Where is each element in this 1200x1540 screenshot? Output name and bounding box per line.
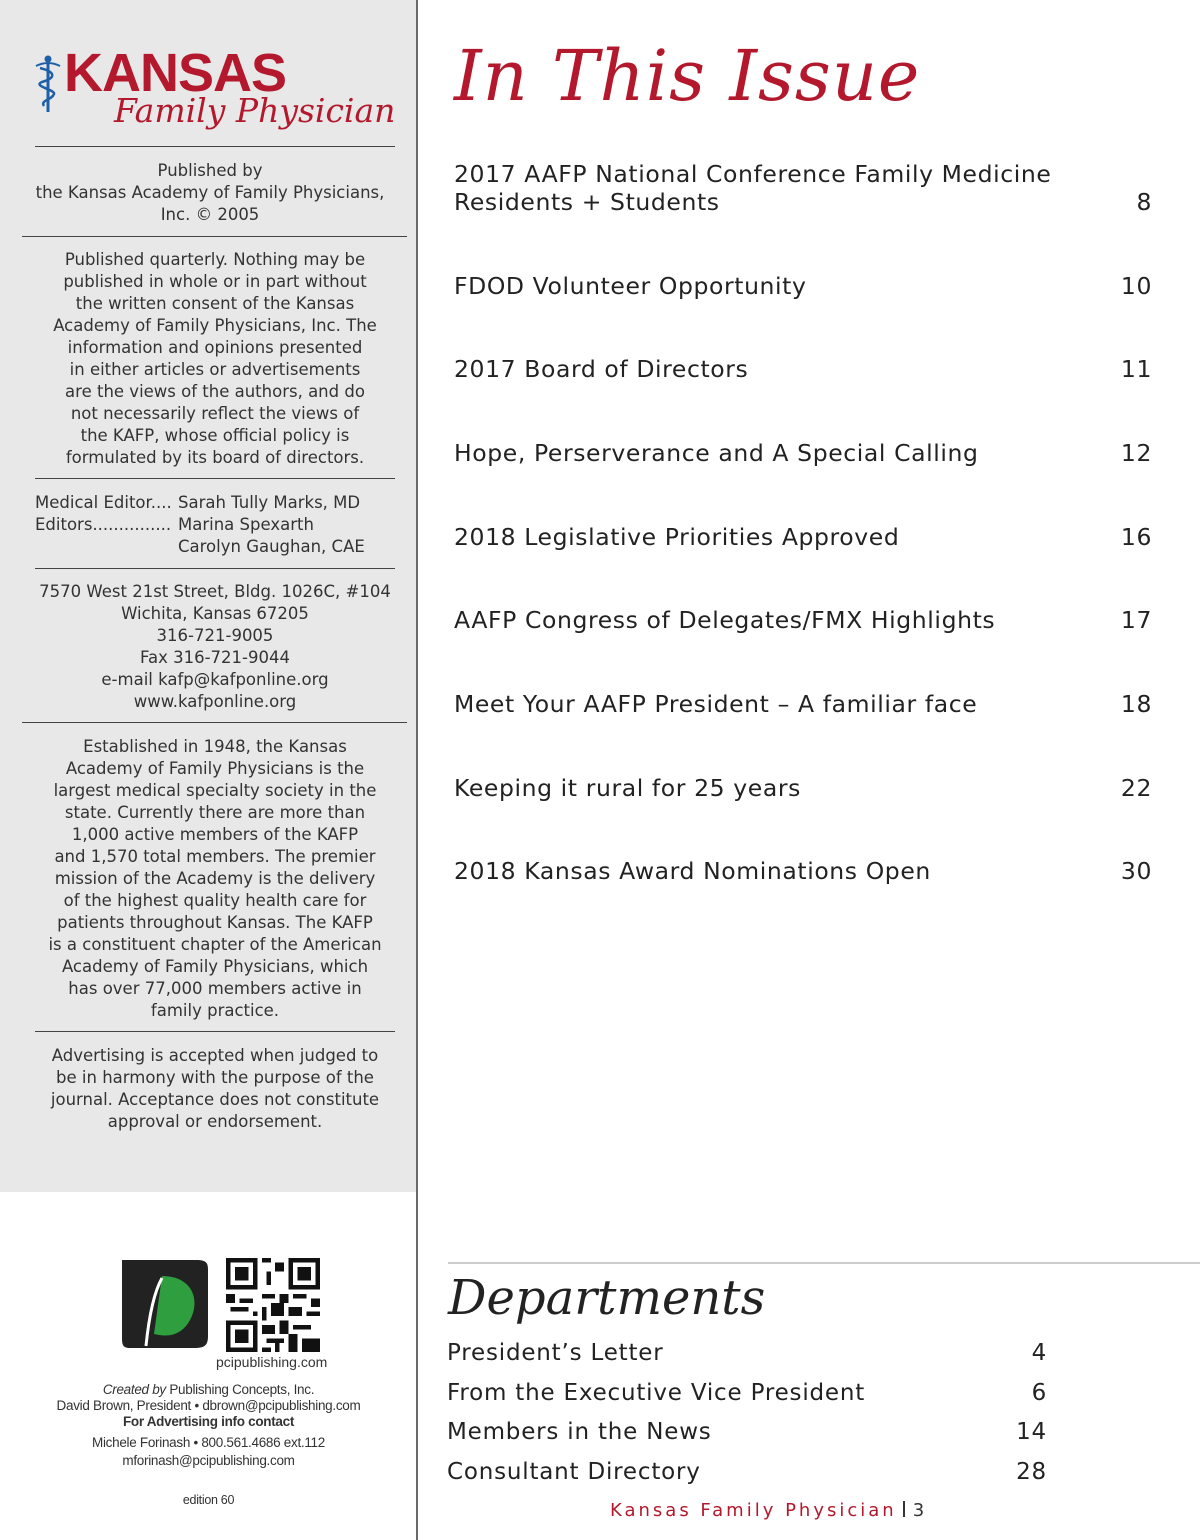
toc-item[interactable] xyxy=(454,439,1152,467)
footer-journal-name: Kansas Family Physician xyxy=(610,1500,897,1521)
text-line: patients throughout Kansas. The KAFP xyxy=(57,913,373,932)
fax: Fax 316-721-9044 xyxy=(140,648,290,667)
text-line: Published by xyxy=(157,161,263,180)
department-page: 14 xyxy=(1016,1419,1047,1445)
department-title: From the Executive Vice President xyxy=(447,1380,866,1406)
toc-item[interactable] xyxy=(454,355,1152,383)
divider xyxy=(35,146,395,147)
divider xyxy=(35,1031,395,1032)
text-line: of the highest quality health care for xyxy=(63,891,367,910)
text-line: Established in 1948, the Kansas xyxy=(83,737,347,756)
divider xyxy=(22,236,407,237)
toc-item[interactable] xyxy=(454,774,1152,802)
created-by xyxy=(0,1382,417,1397)
address-line: 7570 West 21st Street, Bldg. 1026C, #104 xyxy=(39,582,391,601)
address-line: Wichita, Kansas 67205 xyxy=(121,604,309,623)
text-line: state. Currently there are more than xyxy=(64,803,366,822)
footer-separator xyxy=(903,1501,905,1517)
editor-name: Marina Spexarth xyxy=(178,515,314,534)
text-line: journal. Acceptance does not constitute xyxy=(50,1090,380,1109)
toc-item[interactable] xyxy=(454,606,1152,634)
divider xyxy=(35,478,395,479)
published-by xyxy=(20,160,400,226)
website-link[interactable]: www.kafponline.org xyxy=(133,692,297,711)
toc-item[interactable] xyxy=(454,857,1152,885)
text-line: Academy of Family Physicians, which xyxy=(61,957,369,976)
advertising-email[interactable]: mforinash@pcipublishing.com xyxy=(122,1453,295,1468)
pci-logo-icon xyxy=(116,1256,212,1352)
toc-item-title: Meet Your AAFP President – A familiar face xyxy=(454,690,978,718)
text-line: Advertising is accepted when judged to xyxy=(51,1046,379,1065)
advertising-contact-label: For Advertising info contact xyxy=(122,1414,295,1429)
text-line: is a constituent chapter of the American xyxy=(48,935,382,954)
text-line: and 1,570 total members. The premier xyxy=(54,847,376,866)
editor-row xyxy=(35,536,405,558)
toc-item[interactable] xyxy=(454,160,1152,216)
departments-divider xyxy=(448,1262,1200,1264)
publisher-name: Publishing Concepts, Inc. xyxy=(169,1382,315,1397)
qr-code-icon xyxy=(226,1258,320,1352)
email-link[interactable]: e-mail kafp@kafponline.org xyxy=(101,670,329,689)
text-line: Academy of Family Physicians, Inc. The xyxy=(53,316,377,335)
toc-item-title: Keeping it rural for 25 years xyxy=(454,774,801,802)
text-line: be in harmony with the purpose of the xyxy=(56,1068,374,1087)
editor-name: Sarah Tully Marks, MD xyxy=(178,493,361,512)
toc-item-title: Hope, Perserverance and A Special Calling xyxy=(454,439,979,467)
department-page: 4 xyxy=(1031,1340,1047,1366)
editors-list xyxy=(35,492,405,558)
department-page: 28 xyxy=(1016,1459,1047,1485)
text-line: are the views of the authors, and do xyxy=(65,382,365,401)
toc-item-title: 2017 AAFP National Conference Family Medicine Residents + Students xyxy=(454,160,1052,216)
editor-role: Medical Editor.... xyxy=(35,493,172,512)
toc-item-page: 18 xyxy=(1120,690,1152,718)
text-line: Academy of Family Physicians is the xyxy=(65,759,365,778)
toc-item-page: 10 xyxy=(1120,272,1152,300)
page-title: In This Issue xyxy=(454,35,921,117)
text-line: information and opinions presented xyxy=(67,338,363,357)
toc-item-page: 11 xyxy=(1120,355,1152,383)
logo-wordmark: KANSAS xyxy=(64,43,287,103)
departments-heading: Departments xyxy=(448,1270,766,1326)
editor-role xyxy=(35,536,178,558)
toc-item-page: 16 xyxy=(1120,523,1152,551)
toc-item[interactable] xyxy=(454,272,1152,300)
editor-name: Carolyn Gaughan, CAE xyxy=(178,537,365,556)
text-line: not necessarily reflect the views of xyxy=(70,404,360,423)
editor-row xyxy=(35,492,405,514)
text-line: family practice. xyxy=(150,1001,280,1020)
text-line: the KAFP, whose official policy is xyxy=(80,426,350,445)
masthead-logo xyxy=(34,43,414,136)
text-line: in either articles or advertisements xyxy=(69,360,361,379)
toc-item[interactable] xyxy=(454,690,1152,718)
toc-item-page: 30 xyxy=(1120,857,1152,885)
department-title: Members in the News xyxy=(447,1419,712,1445)
text-line: mission of the Academy is the delivery xyxy=(54,869,376,888)
text-line: Published quarterly. Nothing may be xyxy=(64,250,366,269)
text-line: formulated by its board of directors. xyxy=(65,448,365,467)
copyright-notice xyxy=(15,249,415,469)
toc-item-title: 2018 Kansas Award Nominations Open xyxy=(454,857,931,885)
text-line: 1,000 active members of the KAFP xyxy=(71,825,359,844)
advertising-policy xyxy=(15,1045,415,1133)
phone: 316-721-9005 xyxy=(156,626,274,645)
department-title: Consultant Directory xyxy=(447,1459,701,1485)
text-line: has over 77,000 members active in xyxy=(68,979,362,998)
department-item[interactable] xyxy=(447,1418,1047,1446)
created-by-label: Created by xyxy=(102,1382,166,1397)
toc-item-title: FDOD Volunteer Opportunity xyxy=(454,272,807,300)
contact-info xyxy=(15,581,415,713)
publisher-block xyxy=(0,1250,417,1540)
text-line: published in whole or in part without xyxy=(63,272,367,291)
toc-item-page: 22 xyxy=(1120,774,1152,802)
toc-item-page: 8 xyxy=(1136,188,1152,216)
toc-item[interactable] xyxy=(454,523,1152,551)
department-title: President’s Letter xyxy=(447,1340,664,1366)
about-academy xyxy=(15,736,415,1022)
department-item[interactable] xyxy=(447,1379,1047,1407)
publisher-url[interactable]: pcipublishing.com xyxy=(216,1354,328,1370)
divider xyxy=(35,568,395,569)
department-page: 6 xyxy=(1031,1380,1047,1406)
toc-item-title: 2018 Legislative Priorities Approved xyxy=(454,523,900,551)
column-divider xyxy=(416,0,418,1540)
caduceus-icon xyxy=(34,54,62,114)
logo-subtitle: Family Physician xyxy=(114,91,396,130)
text-line: approval or endorsement. xyxy=(107,1112,323,1131)
text-line: the Kansas Academy of Family Physicians, xyxy=(35,183,385,202)
divider xyxy=(22,722,407,723)
department-item[interactable] xyxy=(447,1458,1047,1486)
editor-role: Editors............... xyxy=(35,515,172,534)
text-line: Inc. © 2005 xyxy=(160,205,260,224)
text-line: the written consent of the Kansas xyxy=(75,294,355,313)
department-item[interactable] xyxy=(447,1339,1047,1367)
advertising-contact: Michele Forinash • 800.561.4686 ext.112 xyxy=(92,1435,325,1450)
editor-row xyxy=(35,514,405,536)
page-footer xyxy=(610,1500,924,1521)
text-line: largest medical specialty society in the xyxy=(53,781,377,800)
edition-number: edition 60 xyxy=(182,1493,235,1507)
toc-item-page: 17 xyxy=(1120,606,1152,634)
sidebar xyxy=(0,0,417,1540)
publisher-president: David Brown, President • dbrown@pcipublishing.com xyxy=(56,1398,361,1413)
toc-item-page: 12 xyxy=(1120,439,1152,467)
page-number: 3 xyxy=(912,1500,925,1521)
toc-item-title: 2017 Board of Directors xyxy=(454,355,749,383)
toc-item-title: AAFP Congress of Delegates/FMX Highlights xyxy=(454,606,996,634)
